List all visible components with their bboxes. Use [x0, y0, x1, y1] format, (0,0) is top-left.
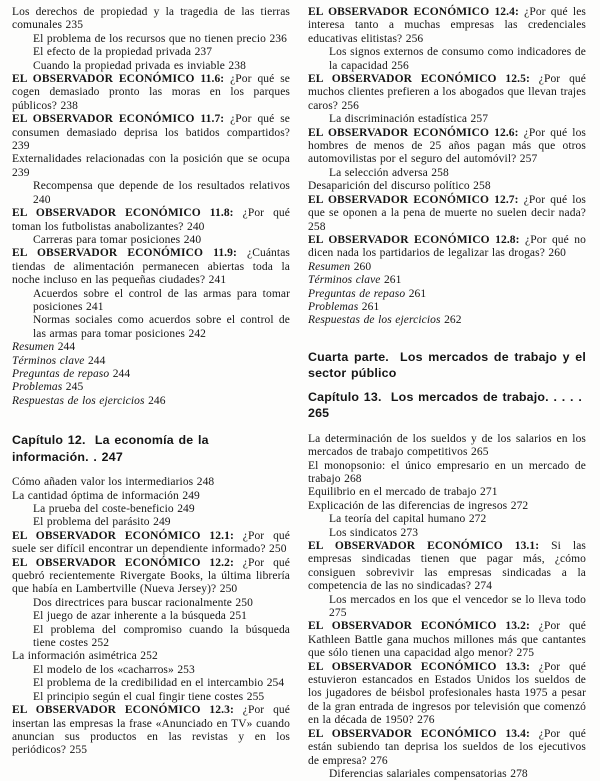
- backmatter-entry: Términos clave 244: [12, 354, 106, 367]
- observer-entry: EL OBSERVADOR ECONÓMICO 12.4: ¿Por qué les interesa tanto a muchas empresas las credenciales educativas elitistas? 256: [308, 6, 586, 45]
- observer-entry: EL OBSERVADOR ECONÓMICO 12.7: ¿Por qué los que se oponen a la pena de muerte no suelen decir nada? 258: [308, 193, 587, 233]
- backmatter-label: Problemas: [308, 300, 359, 313]
- toc-subentry: La selección adversa 258: [329, 166, 449, 179]
- toc-subentry: El problema del parásito 249: [33, 516, 171, 529]
- observer-lead: EL OBSERVADOR ECONÓMICO 12.2:: [12, 556, 234, 569]
- column-right: [308, 6, 586, 781]
- toc-subentry: Dos directrices para buscar racionalmente 250: [33, 596, 253, 609]
- observer-entry: EL OBSERVADOR ECONÓMICO 12.2: ¿Por qué quebró recientemente Rivergate Books, la última librería que había en Lambertville (Nueva Jersey)? 250: [12, 556, 290, 596]
- observer-entry: EL OBSERVADOR ECONÓMICO 11.6: ¿Por qué se cogen demasiado pronto las moras en los parques públicos? 238: [12, 73, 290, 112]
- backmatter-label: Respuestas de los ejercicios: [308, 314, 441, 327]
- backmatter-label: Resumen: [308, 260, 351, 273]
- toc-entry: Equilibrio en el mercado de trabajo 271: [308, 486, 498, 499]
- toc-subentry: Acuerdos sobre el control de las armas para tomar posiciones 241: [33, 287, 290, 313]
- backmatter-label: Respuestas de los ejercicios: [12, 394, 145, 407]
- backmatter-entry: Problemas 261: [308, 300, 380, 313]
- toc-entry: El monopsonio: el único empresario en un mercado de trabajo 268: [308, 459, 586, 485]
- observer-entry: EL OBSERVADOR ECONÓMICO 11.9: ¿Cuántas tiendas de alimentación permanecen abiertas toda la noche incluso en las pequeñas ciudades? 241: [12, 247, 290, 287]
- observer-entry: EL OBSERVADOR ECONÓMICO 13.3: ¿Por qué estuvieron estancados en Estados Unidos los sueldos de los jugadores de béisbol profesionales hasta 1975 a pesar de la gran entrada de ingresos por televisión que comenzó en la década de 1950? 276: [308, 660, 586, 727]
- observer-lead: EL OBSERVADOR ECONÓMICO 12.1:: [12, 529, 234, 542]
- toc-entry: La información asimétrica 252: [12, 650, 158, 663]
- backmatter-entry: Resumen 244: [12, 341, 76, 354]
- chapter-heading: Capítulo 12. La economía de la información. . 247: [12, 433, 209, 464]
- toc-subentry: La teoría del capital humano 272: [329, 513, 487, 526]
- observer-lead: EL OBSERVADOR ECONÓMICO 12.6:: [308, 126, 519, 139]
- observer-lead: EL OBSERVADOR ECONÓMICO 11.8:: [12, 207, 234, 220]
- observer-lead: EL OBSERVADOR ECONÓMICO 13.1:: [308, 540, 540, 552]
- observer-entry: EL OBSERVADOR ECONÓMICO 12.5: ¿Por qué muchos clientes prefieren a los abogados que llevan trajes caros? 256: [308, 73, 586, 112]
- observer-lead: EL OBSERVADOR ECONÓMICO 11.6:: [12, 73, 225, 86]
- backmatter-entry: Preguntas de repaso 261: [308, 287, 427, 300]
- backmatter-entry: Términos clave 261: [308, 274, 402, 287]
- observer-entry: EL OBSERVADOR ECONÓMICO 11.8: ¿Por qué toman los futbolistas anabolizantes? 240: [12, 207, 290, 233]
- toc-subentry: El juego de azar inherente a la búsqueda 251: [33, 610, 248, 623]
- observer-entry: EL OBSERVADOR ECONÓMICO 12.1: ¿Por qué suele ser difícil encontrar un dependiente informado? 250: [12, 529, 290, 556]
- toc-entry: La determinación de los sueldos y de los salarios en los mercados de trabajo competitivos 265: [308, 432, 586, 459]
- toc-entry: Explicación de las diferencias de ingresos 272: [308, 499, 529, 512]
- toc-subentry: Los signos externos de consumo como indicadores de la capacidad 256: [329, 46, 586, 72]
- observer-entry: EL OBSERVADOR ECONÓMICO 12.8: ¿Por qué no dicen nada los partidarios de legalizar las drogas? 260: [308, 233, 586, 260]
- toc-subentry: El principio según el cual fingir tiene costes 255: [33, 690, 265, 703]
- toc-subentry: La prueba del coste-beneficio 249: [33, 503, 195, 515]
- toc-entry: Cómo añaden valor los intermediarios 248: [12, 476, 215, 489]
- toc-subentry: El problema de los recursos que no tienen precio 236: [33, 32, 288, 45]
- backmatter-entry: Problemas 245: [12, 381, 84, 394]
- column-left: [12, 6, 290, 781]
- observer-entry: EL OBSERVADOR ECONÓMICO 12.3: ¿Por qué insertan las empresas la frase «Anunciado en TV» cuando anuncian sus productos en las revistas y en los periódicos? 255: [12, 704, 290, 757]
- toc-subentry: El modelo de los «cacharros» 253: [33, 663, 195, 676]
- toc-subentry: Cuando la propiedad privada es inviable 238: [33, 59, 246, 72]
- observer-entry: EL OBSERVADOR ECONÓMICO 13.1: Si las empresas sindicadas tienen que pagar más, ¿cómo consiguen sobrevivir las empresas sindicadas a la competencia de las no sindicadas? 274: [308, 540, 586, 593]
- toc-subentry: El problema de la credibilidad en el intercambio 254: [33, 677, 285, 690]
- observer-entry: EL OBSERVADOR ECONÓMICO 13.2: ¿Por qué Kathleen Battle gana muchos millones más que cantantes que sólo tienen una capacidad algo menor? 275: [308, 620, 586, 660]
- toc-subentry: Diferencias salariales compensatorias 278: [329, 767, 528, 780]
- part-heading: Cuarta parte. Los mercados de trabajo y el sector público: [308, 349, 586, 381]
- toc-entry: La cantidad óptima de información 249: [12, 489, 200, 502]
- toc-entry: Los derechos de propiedad y la tragedia de las tierras comunales 235: [12, 6, 290, 32]
- observer-entry: EL OBSERVADOR ECONÓMICO 11.7: ¿Por qué se consumen demasiado deprisa los batidos compartidos? 239: [12, 113, 290, 153]
- observer-lead: EL OBSERVADOR ECONÓMICO 12.3:: [12, 704, 234, 717]
- backmatter-label: Términos clave: [12, 354, 85, 367]
- observer-lead: EL OBSERVADOR ECONÓMICO 11.9:: [12, 247, 237, 260]
- observer-entry: EL OBSERVADOR ECONÓMICO 12.6: ¿Por qué los hombres de menos de 25 años pagan más que otros automovilistas por el seguro del automóvil? 257: [308, 126, 587, 166]
- toc-entry: Desaparición del discurso político 258: [308, 180, 491, 193]
- backmatter-label: Términos clave: [308, 274, 381, 287]
- toc-subentry: Recompensa que depende de los resultados relativos 240: [33, 180, 290, 206]
- toc-entry: Externalidades relacionadas con la posición que se ocupa 239: [12, 153, 290, 179]
- observer-lead: EL OBSERVADOR ECONÓMICO 12.5:: [308, 73, 530, 86]
- observer-lead: EL OBSERVADOR ECONÓMICO 13.2:: [308, 620, 530, 633]
- backmatter-entry: Respuestas de los ejercicios 246: [12, 394, 166, 407]
- observer-lead: EL OBSERVADOR ECONÓMICO 13.3:: [308, 660, 530, 673]
- observer-lead: EL OBSERVADOR ECONÓMICO 12.7:: [308, 193, 519, 206]
- chapter-heading: Capítulo 13. Los mercados de trabajo. . . . . 265: [308, 389, 582, 421]
- backmatter-entry: Preguntas de repaso 244: [12, 367, 131, 380]
- toc-subentry: Carreras para tomar posiciones 240: [33, 233, 202, 246]
- observer-lead: EL OBSERVADOR ECONÓMICO 11.7:: [12, 113, 225, 126]
- toc-subentry: Normas sociales como acuerdos sobre el control de las armas para tomar posiciones 242: [33, 314, 290, 340]
- backmatter-entry: Resumen 260: [308, 260, 372, 273]
- backmatter-label: Preguntas de repaso: [12, 367, 110, 380]
- toc-subentry: El problema del compromiso cuando la búsqueda tiene costes 252: [33, 623, 290, 650]
- toc-subentry: Los sindicatos 273: [329, 526, 419, 539]
- observer-lead: EL OBSERVADOR ECONÓMICO 12.4:: [308, 6, 519, 18]
- toc-subentry: El efecto de la propiedad privada 237: [33, 46, 213, 59]
- observer-lead: EL OBSERVADOR ECONÓMICO 12.8:: [308, 233, 520, 246]
- backmatter-label: Preguntas de repaso: [308, 287, 406, 300]
- observer-lead: EL OBSERVADOR ECONÓMICO 13.4:: [308, 727, 530, 740]
- toc-subentry: Los mercados en los que el vencedor se lo lleva todo 275: [329, 593, 586, 620]
- toc-subentry: La discriminación estadística 257: [329, 113, 489, 126]
- observer-entry: EL OBSERVADOR ECONÓMICO 13.4: ¿Por qué están subiendo tan deprisa los sueldos de los ejecutivos de empresa? 276: [308, 727, 586, 767]
- backmatter-entry: Respuestas de los ejercicios 262: [308, 314, 462, 327]
- backmatter-label: Resumen: [12, 341, 55, 354]
- backmatter-label: Problemas: [12, 381, 63, 394]
